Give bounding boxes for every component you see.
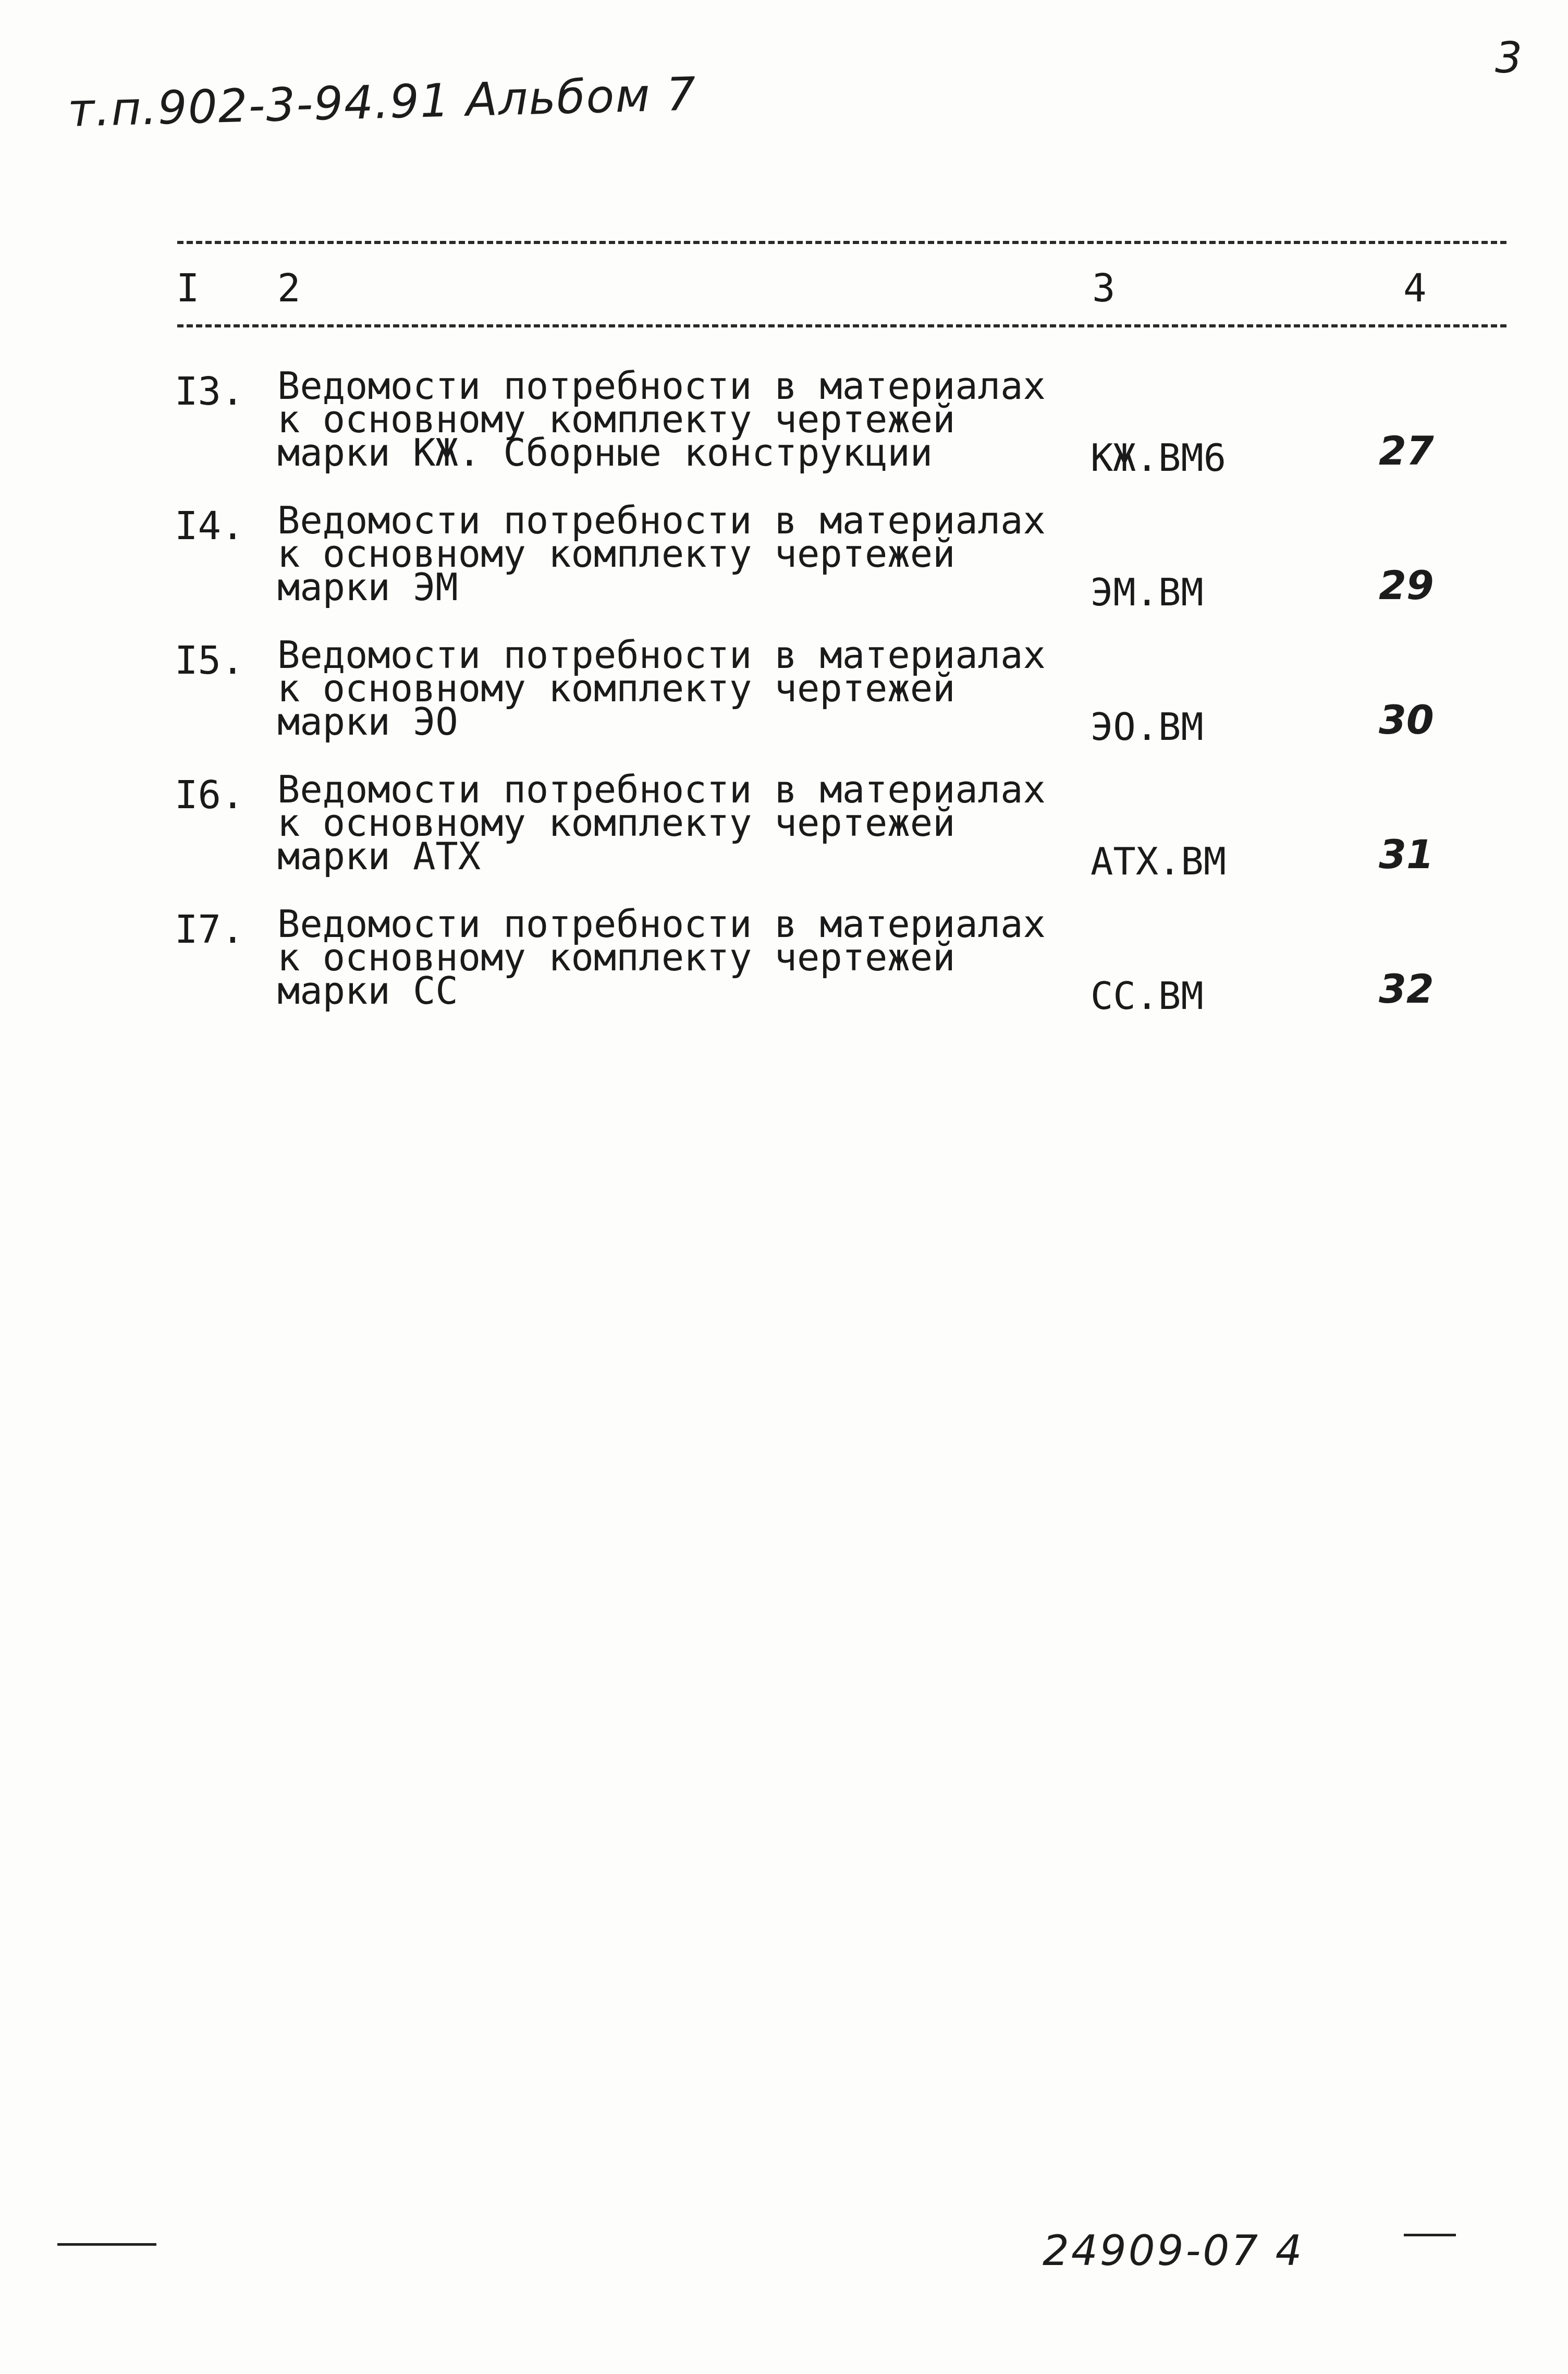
table-row bbox=[0, 902, 1568, 1038]
table-row bbox=[0, 498, 1568, 634]
page-number: 3 bbox=[1495, 33, 1523, 83]
row-code: ЭО.ВМ bbox=[1091, 705, 1204, 749]
table-row bbox=[0, 768, 1568, 903]
column-header-3: 3 bbox=[1092, 266, 1116, 311]
row-code: ЭМ.ВМ bbox=[1091, 570, 1204, 614]
document-reference: т.п.902-3-94.91 Альбом 7 bbox=[67, 67, 697, 137]
table-top-divider bbox=[177, 241, 1506, 244]
row-title: Ведомости потребности в материалах к основному комплекту чертежей марки АТХ bbox=[277, 768, 1046, 878]
row-code: СС.ВМ bbox=[1091, 974, 1204, 1018]
footer-code: 24909-07 4 bbox=[1043, 2226, 1304, 2275]
column-header-1: I bbox=[176, 266, 200, 311]
row-page: 29 bbox=[1379, 562, 1434, 608]
row-title: Ведомости потребности в материалах к основному комплекту чертежей марки ЭМ bbox=[277, 498, 1046, 609]
row-title: Ведомости потребности в материалах к основному комплекту чертежей марки КЖ. Сборные конструкции bbox=[277, 364, 1046, 474]
row-page: 30 bbox=[1379, 697, 1434, 743]
footer-rule-right bbox=[1404, 2234, 1456, 2236]
row-number: I3. bbox=[175, 369, 244, 414]
row-number: I7. bbox=[175, 907, 244, 952]
row-title: Ведомости потребности в материалах к основному комплекту чертежей марки СС bbox=[277, 902, 1046, 1013]
row-page: 32 bbox=[1379, 966, 1434, 1012]
row-number: I6. bbox=[175, 773, 244, 818]
row-code: АТХ.ВМ bbox=[1091, 839, 1227, 883]
row-code: КЖ.ВМ6 bbox=[1091, 436, 1227, 480]
row-number: I5. bbox=[175, 638, 244, 683]
row-page: 31 bbox=[1379, 831, 1434, 878]
column-header-4: 4 bbox=[1403, 266, 1427, 311]
row-page: 27 bbox=[1379, 428, 1434, 474]
table-row bbox=[0, 364, 1568, 500]
footer-rule-left bbox=[57, 2243, 156, 2246]
row-number: I4. bbox=[175, 504, 244, 549]
table-row bbox=[0, 633, 1568, 769]
table-header-divider bbox=[177, 324, 1506, 327]
row-title: Ведомости потребности в материалах к основному комплекту чертежей марки ЭО bbox=[277, 633, 1046, 744]
column-header-2: 2 bbox=[277, 266, 301, 311]
